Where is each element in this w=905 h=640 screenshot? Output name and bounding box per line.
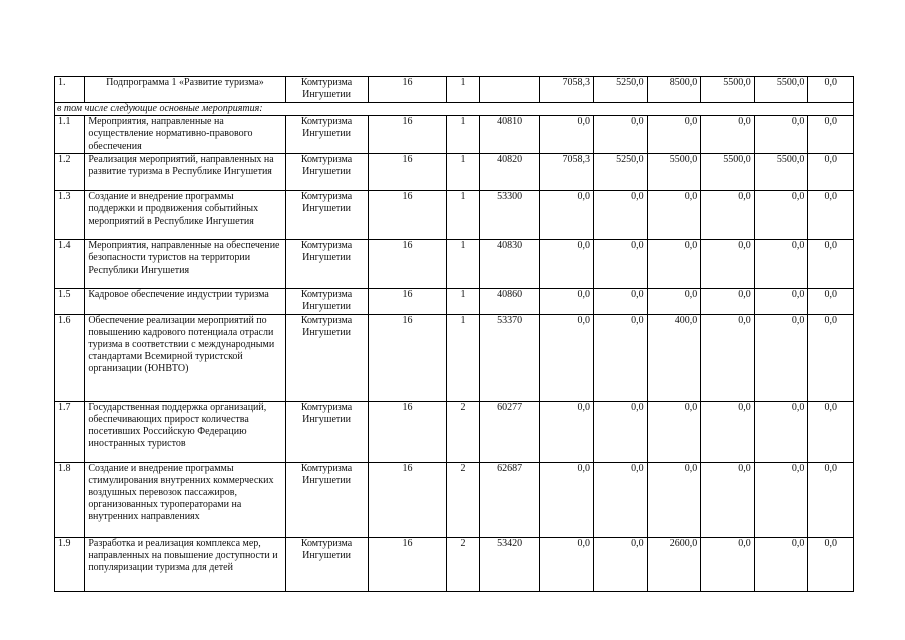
row-code-2: 1	[447, 154, 479, 191]
row-code-1: 16	[368, 77, 447, 103]
row-code-1: 16	[368, 537, 447, 591]
row-code-2: 1	[447, 191, 479, 240]
row-code-1: 16	[368, 116, 447, 154]
row-executor: Комтуризма Ингушетии	[285, 116, 368, 154]
row-executor: Комтуризма Ингушетии	[285, 314, 368, 401]
row-number: 1.4	[55, 240, 85, 289]
row-code-2: 1	[447, 77, 479, 103]
row-name: Мероприятия, направленные на обеспечение безопасности туристов на территории Республики Ингушетия	[85, 240, 285, 289]
row-code-3: 40860	[479, 289, 540, 314]
row-name: Подпрограмма 1 «Развитие туризма»	[85, 77, 285, 103]
row-code-1: 16	[368, 154, 447, 191]
row-code-3: 62687	[479, 462, 540, 537]
row-value: 0,0	[647, 401, 701, 462]
row-value: 0,0	[594, 240, 648, 289]
row-value: 0,0	[808, 401, 854, 462]
row-value: 0,0	[754, 240, 808, 289]
row-code-3: 40810	[479, 116, 540, 154]
row-value: 0,0	[647, 116, 701, 154]
row-code-1: 16	[368, 401, 447, 462]
row-value: 0,0	[754, 314, 808, 401]
row-value: 0,0	[808, 154, 854, 191]
row-value: 0,0	[808, 537, 854, 591]
row-value: 0,0	[701, 289, 755, 314]
row-executor: Комтуризма Ингушетии	[285, 77, 368, 103]
row-number: 1.8	[55, 462, 85, 537]
row-value: 0,0	[647, 191, 701, 240]
row-value: 0,0	[540, 240, 594, 289]
table-row	[55, 462, 854, 537]
row-number: 1.7	[55, 401, 85, 462]
row-code-2: 1	[447, 289, 479, 314]
row-code-3: 60277	[479, 401, 540, 462]
row-value: 5500,0	[754, 77, 808, 103]
row-value: 0,0	[701, 537, 755, 591]
subheading-row	[55, 103, 854, 116]
row-code-1: 16	[368, 240, 447, 289]
row-value: 0,0	[540, 289, 594, 314]
row-number: 1.6	[55, 314, 85, 401]
row-value: 0,0	[754, 401, 808, 462]
row-executor: Комтуризма Ингушетии	[285, 289, 368, 314]
row-value: 0,0	[540, 401, 594, 462]
row-code-3: 53370	[479, 314, 540, 401]
row-number: 1.5	[55, 289, 85, 314]
row-name: Обеспечение реализации мероприятий по повышению кадрового потенциала отрасли туризма в соответствии с международными стандартами Всемирной туристской организации (ЮНВТО)	[85, 314, 285, 401]
row-value: 0,0	[647, 240, 701, 289]
row-value: 0,0	[594, 191, 648, 240]
table-row	[55, 289, 854, 314]
row-code-3: 53420	[479, 537, 540, 591]
row-executor: Комтуризма Ингушетии	[285, 537, 368, 591]
row-value: 0,0	[808, 462, 854, 537]
row-code-2: 1	[447, 116, 479, 154]
row-name: Мероприятия, направленные на осуществление нормативно-правового обеспечения	[85, 116, 285, 154]
row-number: 1.2	[55, 154, 85, 191]
row-code-3	[479, 77, 540, 103]
row-name: Разработка и реализация комплекса мер, направленных на повышение доступности и популяризации туризма для детей	[85, 537, 285, 591]
row-value: 0,0	[808, 77, 854, 103]
row-code-1: 16	[368, 289, 447, 314]
row-number: 1.3	[55, 191, 85, 240]
row-value: 0,0	[540, 537, 594, 591]
row-value: 0,0	[701, 314, 755, 401]
row-value: 7058,3	[540, 154, 594, 191]
row-number: 1.	[55, 77, 85, 103]
table-row	[55, 154, 854, 191]
program-row	[55, 77, 854, 103]
row-code-1: 16	[368, 314, 447, 401]
row-value: 0,0	[754, 116, 808, 154]
row-name: Реализация мероприятий, направленных на развитие туризма в Республике Ингушетия	[85, 154, 285, 191]
table-row	[55, 240, 854, 289]
row-value: 5500,0	[647, 154, 701, 191]
row-executor: Комтуризма Ингушетии	[285, 240, 368, 289]
row-value: 0,0	[647, 289, 701, 314]
row-value: 0,0	[701, 116, 755, 154]
row-value: 5500,0	[754, 154, 808, 191]
row-value: 0,0	[701, 191, 755, 240]
row-value: 0,0	[594, 314, 648, 401]
row-value: 0,0	[754, 289, 808, 314]
row-number: 1.1	[55, 116, 85, 154]
row-value: 0,0	[594, 537, 648, 591]
row-code-2: 2	[447, 401, 479, 462]
table-row	[55, 537, 854, 591]
row-value: 0,0	[808, 240, 854, 289]
row-value: 0,0	[540, 462, 594, 537]
row-value: 5250,0	[594, 77, 648, 103]
row-code-2: 1	[447, 314, 479, 401]
row-executor: Комтуризма Ингушетии	[285, 462, 368, 537]
row-value: 0,0	[540, 116, 594, 154]
row-name: Создание и внедрение программы стимулирования внутренних коммерческих воздушных перевозок пассажиров, организованных туроператорами на внутренних направлениях	[85, 462, 285, 537]
row-executor: Комтуризма Ингушетии	[285, 191, 368, 240]
row-value: 0,0	[647, 462, 701, 537]
budget-table-sheet	[54, 76, 854, 592]
row-value: 0,0	[594, 462, 648, 537]
row-number: 1.9	[55, 537, 85, 591]
row-name: Создание и внедрение программы поддержки и продвижения событийных мероприятий в Республике Ингушетия	[85, 191, 285, 240]
table-row	[55, 116, 854, 154]
row-value: 0,0	[594, 116, 648, 154]
row-executor: Комтуризма Ингушетии	[285, 154, 368, 191]
table-row	[55, 314, 854, 401]
row-value: 0,0	[540, 314, 594, 401]
row-executor: Комтуризма Ингушетии	[285, 401, 368, 462]
row-value: 0,0	[594, 401, 648, 462]
subheading-text: в том числе следующие основные мероприятия:	[55, 103, 854, 116]
row-value: 5500,0	[701, 154, 755, 191]
row-value: 0,0	[808, 191, 854, 240]
row-value: 400,0	[647, 314, 701, 401]
table-row	[55, 401, 854, 462]
row-name: Государственная поддержка организаций, обеспечивающих прирост количества посетивших Российскую Федерацию иностранных туристов	[85, 401, 285, 462]
row-value: 0,0	[754, 537, 808, 591]
row-name: Кадровое обеспечение индустрии туризма	[85, 289, 285, 314]
row-code-2: 1	[447, 240, 479, 289]
budget-table	[54, 76, 854, 592]
row-value: 7058,3	[540, 77, 594, 103]
row-value: 0,0	[540, 191, 594, 240]
row-value: 0,0	[808, 289, 854, 314]
table-body	[55, 77, 854, 592]
row-code-3: 40830	[479, 240, 540, 289]
row-value: 0,0	[701, 462, 755, 537]
row-code-2: 2	[447, 462, 479, 537]
row-value: 0,0	[808, 116, 854, 154]
row-value: 0,0	[701, 240, 755, 289]
row-code-2: 2	[447, 537, 479, 591]
row-value: 0,0	[754, 191, 808, 240]
row-value: 0,0	[754, 462, 808, 537]
row-value: 0,0	[594, 289, 648, 314]
row-value: 0,0	[701, 401, 755, 462]
row-value: 5500,0	[701, 77, 755, 103]
row-code-1: 16	[368, 191, 447, 240]
row-value: 0,0	[808, 314, 854, 401]
row-code-1: 16	[368, 462, 447, 537]
row-value: 2600,0	[647, 537, 701, 591]
row-value: 8500,0	[647, 77, 701, 103]
row-code-3: 40820	[479, 154, 540, 191]
table-row	[55, 191, 854, 240]
row-value: 5250,0	[594, 154, 648, 191]
row-code-3: 53300	[479, 191, 540, 240]
